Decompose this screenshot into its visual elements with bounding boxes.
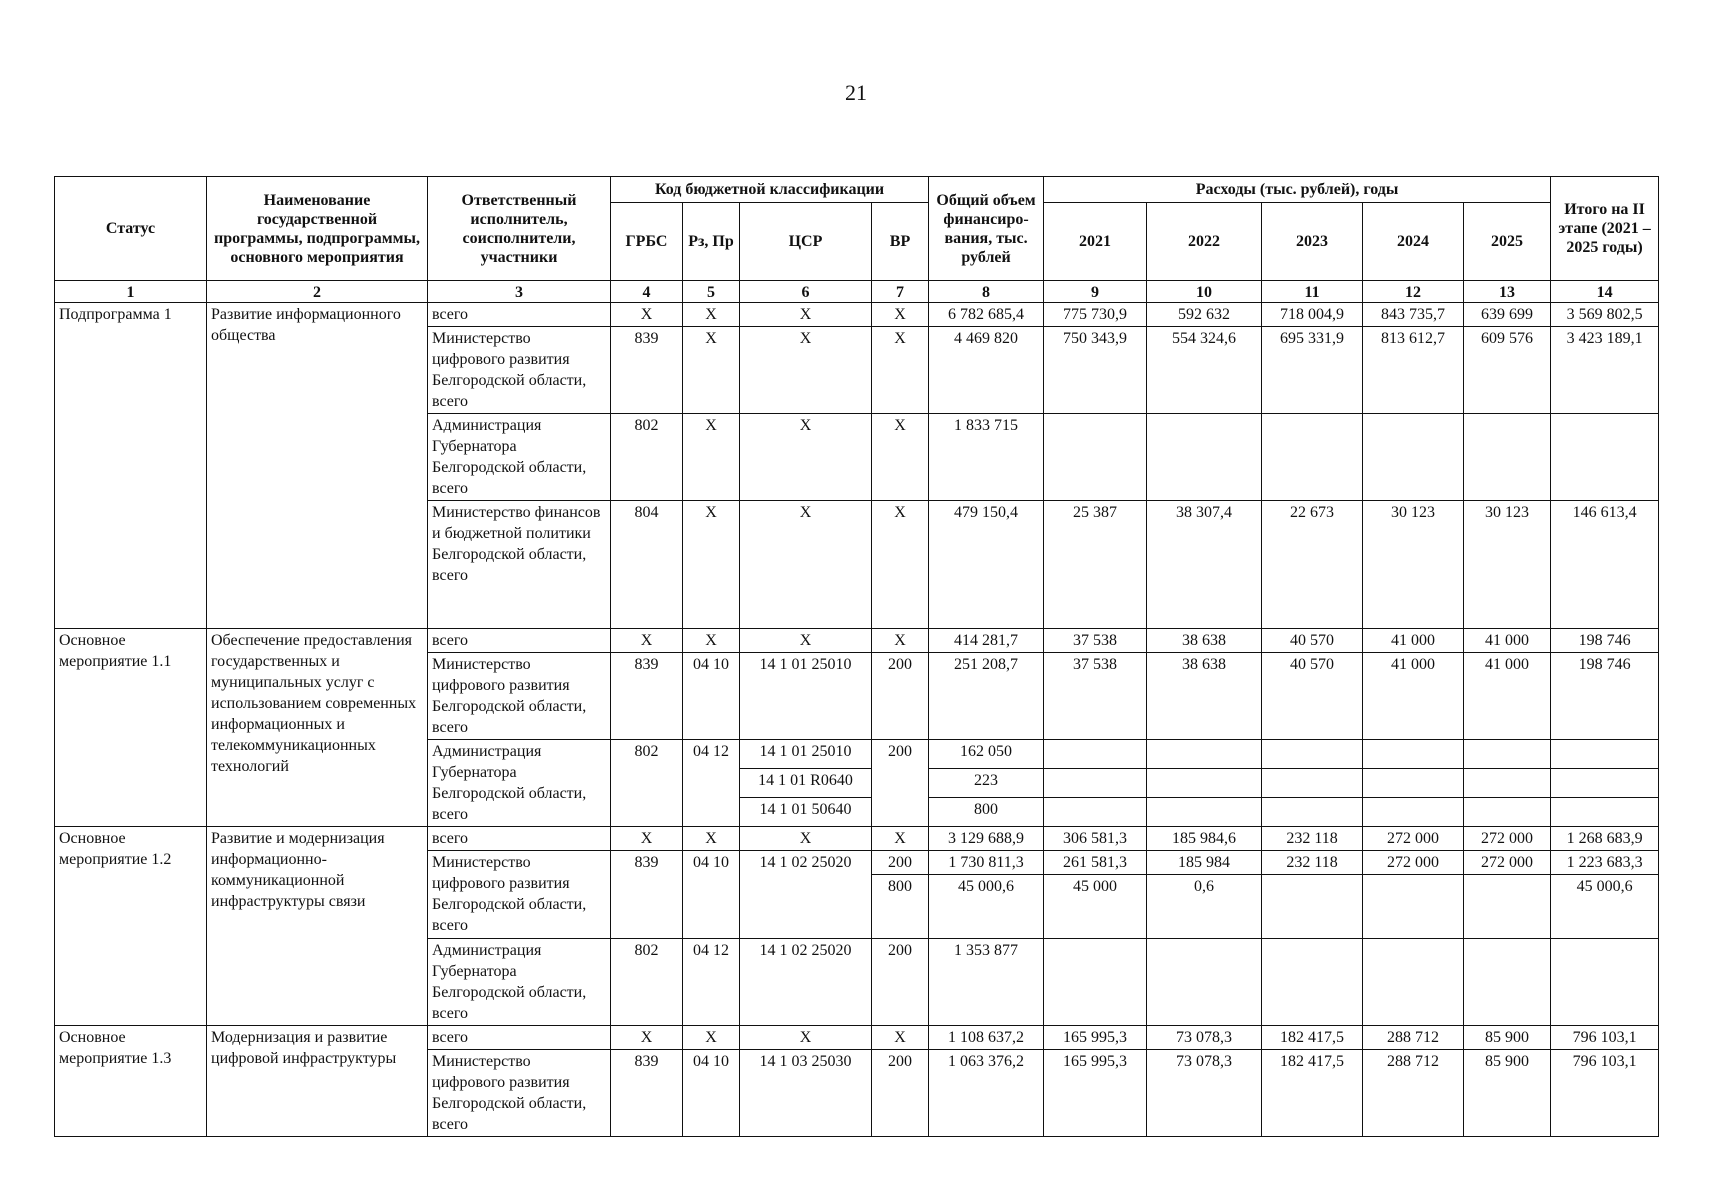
header-year-2025: 2025 bbox=[1464, 203, 1551, 281]
column-number: 8 bbox=[929, 281, 1044, 303]
year-2022-cell: 38 307,4 bbox=[1147, 501, 1262, 629]
itogo-cell: 796 103,1 bbox=[1551, 1050, 1659, 1137]
year-2025-cell: 41 000 bbox=[1464, 629, 1551, 653]
csr-cell: 14 1 01 25010 bbox=[740, 653, 872, 740]
itogo-cell: 796 103,1 bbox=[1551, 1026, 1659, 1050]
column-number: 13 bbox=[1464, 281, 1551, 303]
year-2022-cell: 185 984,6 bbox=[1147, 827, 1262, 851]
total-cell: 800 bbox=[929, 798, 1044, 827]
empty-cell bbox=[1147, 798, 1262, 827]
year-2023-cell: 232 118 bbox=[1262, 827, 1363, 851]
year-2023-cell: 40 570 bbox=[1262, 629, 1363, 653]
executor-cell: всего bbox=[428, 1026, 611, 1050]
year-2025-cell: 272 000 bbox=[1464, 827, 1551, 851]
name-cell: Развитие информационного общества bbox=[207, 303, 428, 629]
csr-cell: Х bbox=[740, 827, 872, 851]
year-2025-cell: 639 699 bbox=[1464, 303, 1551, 327]
itogo-cell: 3 569 802,5 bbox=[1551, 303, 1659, 327]
vr-cell: 200 bbox=[872, 740, 929, 827]
year-2022-cell bbox=[1147, 939, 1262, 1026]
csr-cell: Х bbox=[740, 501, 872, 629]
total-cell: 1 833 715 bbox=[929, 414, 1044, 501]
year-2022-cell bbox=[1147, 414, 1262, 501]
header-year-2024: 2024 bbox=[1363, 203, 1464, 281]
total-cell: 223 bbox=[929, 769, 1044, 798]
column-number: 5 bbox=[683, 281, 740, 303]
executor-cell: Министерство цифрового развития Белгородской области, всего bbox=[428, 1050, 611, 1137]
csr-cell: Х bbox=[740, 327, 872, 414]
year-2024-cell: 843 735,7 bbox=[1363, 303, 1464, 327]
table-row bbox=[55, 827, 1659, 851]
total-cell: 4 469 820 bbox=[929, 327, 1044, 414]
vr-cell: Х bbox=[872, 501, 929, 629]
empty-cell bbox=[1464, 740, 1551, 769]
executor-cell: Администрация Губернатора Белгородской области, всего bbox=[428, 939, 611, 1026]
budget-table bbox=[54, 176, 1659, 1137]
column-number: 10 bbox=[1147, 281, 1262, 303]
total-cell: 3 129 688,9 bbox=[929, 827, 1044, 851]
rzpr-cell: 04 10 bbox=[683, 851, 740, 939]
year-2023-cell: 232 118 bbox=[1262, 851, 1363, 875]
column-number: 6 bbox=[740, 281, 872, 303]
itogo-cell: 146 613,4 bbox=[1551, 501, 1659, 629]
header-vr: ВР bbox=[872, 203, 929, 281]
grbs-cell: Х bbox=[611, 303, 683, 327]
year-2024-cell bbox=[1363, 939, 1464, 1026]
empty-cell bbox=[1551, 740, 1659, 769]
header-name: Наименование государственной программы, подпрограммы, основного мероприятия bbox=[207, 177, 428, 281]
year-2024-cell: 813 612,7 bbox=[1363, 327, 1464, 414]
year-2025-cell: 85 900 bbox=[1464, 1050, 1551, 1137]
empty-cell bbox=[1464, 769, 1551, 798]
empty-cell bbox=[1262, 740, 1363, 769]
executor-cell: Администрация Губернатора Белгородской области, всего bbox=[428, 740, 611, 827]
total-cell: 1 353 877 bbox=[929, 939, 1044, 1026]
vr-cell: 800 bbox=[872, 875, 929, 939]
vr-cell: Х bbox=[872, 629, 929, 653]
empty-cell bbox=[1044, 769, 1147, 798]
rzpr-cell: 04 12 bbox=[683, 740, 740, 827]
empty-cell bbox=[1147, 740, 1262, 769]
empty-cell bbox=[1044, 798, 1147, 827]
vr-cell: 200 bbox=[872, 653, 929, 740]
year-2022-cell: 38 638 bbox=[1147, 653, 1262, 740]
header-year-2022: 2022 bbox=[1147, 203, 1262, 281]
itogo-cell: 198 746 bbox=[1551, 653, 1659, 740]
column-number: 14 bbox=[1551, 281, 1659, 303]
executor-cell: всего bbox=[428, 629, 611, 653]
grbs-cell: 804 bbox=[611, 501, 683, 629]
year-2021-cell: 37 538 bbox=[1044, 629, 1147, 653]
empty-cell bbox=[1262, 769, 1363, 798]
year-2021-cell: 25 387 bbox=[1044, 501, 1147, 629]
year-2022-cell: 592 632 bbox=[1147, 303, 1262, 327]
rzpr-cell: Х bbox=[683, 501, 740, 629]
executor-cell: Министерство финансов и бюджетной политики Белгородской области, всего bbox=[428, 501, 611, 629]
header-kbk: Код бюджетной классификации bbox=[611, 177, 929, 203]
rzpr-cell: Х bbox=[683, 1026, 740, 1050]
executor-cell: всего bbox=[428, 303, 611, 327]
year-2021-cell: 750 343,9 bbox=[1044, 327, 1147, 414]
total-cell: 1 063 376,2 bbox=[929, 1050, 1044, 1137]
year-2021-cell: 165 995,3 bbox=[1044, 1026, 1147, 1050]
rzpr-cell: 04 12 bbox=[683, 939, 740, 1026]
column-number: 2 bbox=[207, 281, 428, 303]
year-2021-cell: 165 995,3 bbox=[1044, 1050, 1147, 1137]
year-2024-cell: 272 000 bbox=[1363, 827, 1464, 851]
rzpr-cell: Х bbox=[683, 303, 740, 327]
year-2024-cell: 30 123 bbox=[1363, 501, 1464, 629]
csr-cell: Х bbox=[740, 303, 872, 327]
csr-cell: Х bbox=[740, 629, 872, 653]
column-number: 12 bbox=[1363, 281, 1464, 303]
year-2021-cell: 45 000 bbox=[1044, 875, 1147, 939]
csr-cell: 14 1 02 25020 bbox=[740, 851, 872, 939]
year-2025-cell bbox=[1464, 875, 1551, 939]
csr-cell: 14 1 02 25020 bbox=[740, 939, 872, 1026]
total-cell: 6 782 685,4 bbox=[929, 303, 1044, 327]
grbs-cell: 839 bbox=[611, 327, 683, 414]
csr-cell: 14 1 03 25030 bbox=[740, 1050, 872, 1137]
itogo-cell bbox=[1551, 414, 1659, 501]
header-total-stage: Итого на II этапе (2021 – 2025 годы) bbox=[1551, 177, 1659, 281]
header-expenses: Расходы (тыс. рублей), годы bbox=[1044, 177, 1551, 203]
year-2022-cell: 185 984 bbox=[1147, 851, 1262, 875]
year-2022-cell: 73 078,3 bbox=[1147, 1026, 1262, 1050]
empty-cell bbox=[1262, 798, 1363, 827]
total-cell: 479 150,4 bbox=[929, 501, 1044, 629]
rzpr-cell: Х bbox=[683, 327, 740, 414]
table-row bbox=[55, 303, 1659, 327]
year-2023-cell: 718 004,9 bbox=[1262, 303, 1363, 327]
year-2022-cell: 554 324,6 bbox=[1147, 327, 1262, 414]
empty-cell bbox=[1363, 740, 1464, 769]
year-2021-cell: 37 538 bbox=[1044, 653, 1147, 740]
year-2023-cell: 40 570 bbox=[1262, 653, 1363, 740]
total-cell: 162 050 bbox=[929, 740, 1044, 769]
empty-cell bbox=[1551, 769, 1659, 798]
header-executor: Ответственный исполнитель, соисполнители, участники bbox=[428, 177, 611, 281]
empty-cell bbox=[1464, 798, 1551, 827]
itogo-cell: 1 268 683,9 bbox=[1551, 827, 1659, 851]
column-number: 11 bbox=[1262, 281, 1363, 303]
itogo-cell bbox=[1551, 939, 1659, 1026]
column-number: 9 bbox=[1044, 281, 1147, 303]
grbs-cell: Х bbox=[611, 827, 683, 851]
vr-cell: Х bbox=[872, 1026, 929, 1050]
year-2023-cell bbox=[1262, 414, 1363, 501]
header-csr: ЦСР bbox=[740, 203, 872, 281]
column-number: 3 bbox=[428, 281, 611, 303]
header-year-2021: 2021 bbox=[1044, 203, 1147, 281]
empty-cell bbox=[1044, 740, 1147, 769]
year-2025-cell: 272 000 bbox=[1464, 851, 1551, 875]
executor-cell: Администрация Губернатора Белгородской области, всего bbox=[428, 414, 611, 501]
year-2023-cell: 22 673 bbox=[1262, 501, 1363, 629]
csr-cell: Х bbox=[740, 1026, 872, 1050]
vr-cell: 200 bbox=[872, 851, 929, 875]
year-2024-cell: 288 712 bbox=[1363, 1026, 1464, 1050]
executor-cell: всего bbox=[428, 827, 611, 851]
year-2025-cell bbox=[1464, 414, 1551, 501]
year-2023-cell: 695 331,9 bbox=[1262, 327, 1363, 414]
total-cell: 45 000,6 bbox=[929, 875, 1044, 939]
vr-cell: 200 bbox=[872, 1050, 929, 1137]
total-cell: 1 108 637,2 bbox=[929, 1026, 1044, 1050]
itogo-cell: 1 223 683,3 bbox=[1551, 851, 1659, 875]
year-2025-cell: 609 576 bbox=[1464, 327, 1551, 414]
name-cell: Развитие и модернизация информационно-коммуникационной инфраструктуры связи bbox=[207, 827, 428, 1026]
rzpr-cell: 04 10 bbox=[683, 1050, 740, 1137]
executor-cell: Министерство цифрового развития Белгородской области, всего bbox=[428, 327, 611, 414]
grbs-cell: 839 bbox=[611, 653, 683, 740]
year-2024-cell: 41 000 bbox=[1363, 629, 1464, 653]
csr-cell: 14 1 01 50640 bbox=[740, 798, 872, 827]
year-2024-cell bbox=[1363, 875, 1464, 939]
year-2022-cell: 38 638 bbox=[1147, 629, 1262, 653]
empty-cell bbox=[1363, 798, 1464, 827]
rzpr-cell: 04 10 bbox=[683, 653, 740, 740]
status-cell: Подпрограмма 1 bbox=[55, 303, 207, 629]
header-grbs: ГРБС bbox=[611, 203, 683, 281]
csr-cell: 14 1 01 25010 bbox=[740, 740, 872, 769]
year-2021-cell: 775 730,9 bbox=[1044, 303, 1147, 327]
rzpr-cell: Х bbox=[683, 827, 740, 851]
grbs-cell: Х bbox=[611, 1026, 683, 1050]
name-cell: Обеспечение предоставления государственных и муниципальных услуг с использованием современных информационных и телекоммуникационных технологий bbox=[207, 629, 428, 827]
empty-cell bbox=[1363, 769, 1464, 798]
year-2025-cell: 30 123 bbox=[1464, 501, 1551, 629]
year-2021-cell: 306 581,3 bbox=[1044, 827, 1147, 851]
status-cell: Основное мероприятие 1.3 bbox=[55, 1026, 207, 1137]
table-row bbox=[55, 1026, 1659, 1050]
itogo-cell: 45 000,6 bbox=[1551, 875, 1659, 939]
total-cell: 251 208,7 bbox=[929, 653, 1044, 740]
year-2025-cell: 41 000 bbox=[1464, 653, 1551, 740]
year-2023-cell: 182 417,5 bbox=[1262, 1026, 1363, 1050]
column-number: 1 bbox=[55, 281, 207, 303]
name-cell: Модернизация и развитие цифровой инфраструктуры bbox=[207, 1026, 428, 1137]
year-2022-cell: 73 078,3 bbox=[1147, 1050, 1262, 1137]
year-2021-cell bbox=[1044, 414, 1147, 501]
year-2022-cell: 0,6 bbox=[1147, 875, 1262, 939]
executor-cell: Министерство цифрового развития Белгородской области, всего bbox=[428, 653, 611, 740]
column-number: 7 bbox=[872, 281, 929, 303]
empty-cell bbox=[1551, 798, 1659, 827]
header-total-volume: Общий объем финансиро-вания, тыс. рублей bbox=[929, 177, 1044, 281]
itogo-cell: 3 423 189,1 bbox=[1551, 327, 1659, 414]
year-2024-cell bbox=[1363, 414, 1464, 501]
header-status: Статус bbox=[55, 177, 207, 281]
grbs-cell: 802 bbox=[611, 939, 683, 1026]
year-2025-cell bbox=[1464, 939, 1551, 1026]
rzpr-cell: Х bbox=[683, 629, 740, 653]
year-2021-cell: 261 581,3 bbox=[1044, 851, 1147, 875]
year-2023-cell bbox=[1262, 875, 1363, 939]
header-rzpr: Рз, Пр bbox=[683, 203, 740, 281]
vr-cell: Х bbox=[872, 327, 929, 414]
rzpr-cell: Х bbox=[683, 414, 740, 501]
status-cell: Основное мероприятие 1.2 bbox=[55, 827, 207, 1026]
vr-cell: Х bbox=[872, 303, 929, 327]
itogo-cell: 198 746 bbox=[1551, 629, 1659, 653]
year-2025-cell: 85 900 bbox=[1464, 1026, 1551, 1050]
total-cell: 414 281,7 bbox=[929, 629, 1044, 653]
year-2023-cell bbox=[1262, 939, 1363, 1026]
year-2023-cell: 182 417,5 bbox=[1262, 1050, 1363, 1137]
empty-cell bbox=[1147, 769, 1262, 798]
vr-cell: Х bbox=[872, 827, 929, 851]
grbs-cell: 839 bbox=[611, 1050, 683, 1137]
grbs-cell: 802 bbox=[611, 740, 683, 827]
year-2024-cell: 41 000 bbox=[1363, 653, 1464, 740]
vr-cell: Х bbox=[872, 414, 929, 501]
executor-cell: Министерство цифрового развития Белгородской области, всего bbox=[428, 851, 611, 939]
csr-cell: Х bbox=[740, 414, 872, 501]
year-2024-cell: 272 000 bbox=[1363, 851, 1464, 875]
csr-cell: 14 1 01 R0640 bbox=[740, 769, 872, 798]
year-2021-cell bbox=[1044, 939, 1147, 1026]
vr-cell: 200 bbox=[872, 939, 929, 1026]
total-cell: 1 730 811,3 bbox=[929, 851, 1044, 875]
grbs-cell: 839 bbox=[611, 851, 683, 939]
page-number: 21 bbox=[845, 80, 867, 105]
column-number: 4 bbox=[611, 281, 683, 303]
grbs-cell: Х bbox=[611, 629, 683, 653]
grbs-cell: 802 bbox=[611, 414, 683, 501]
status-cell: Основное мероприятие 1.1 bbox=[55, 629, 207, 827]
year-2024-cell: 288 712 bbox=[1363, 1050, 1464, 1137]
header-year-2023: 2023 bbox=[1262, 203, 1363, 281]
table-row bbox=[55, 629, 1659, 653]
